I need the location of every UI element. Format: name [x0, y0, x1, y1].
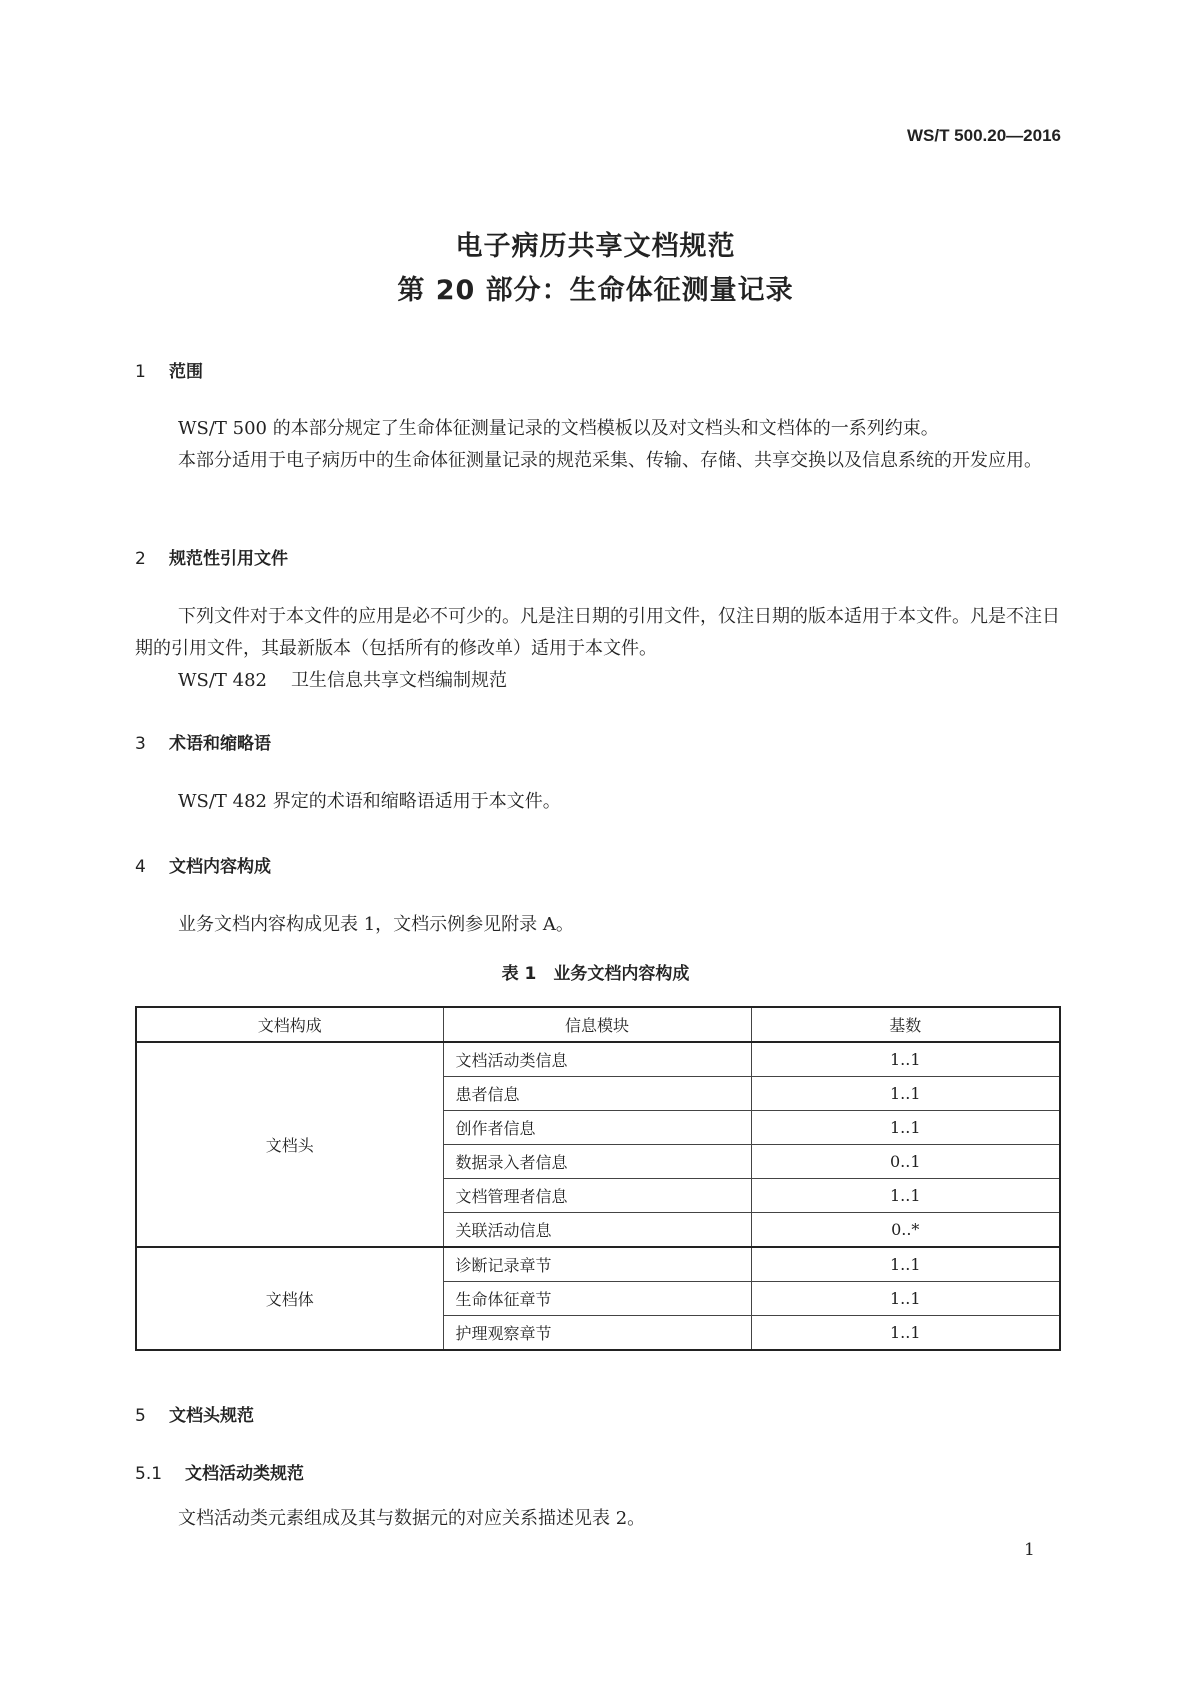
section-title: 文档活动类规范	[185, 1464, 304, 1484]
section-1-body	[135, 413, 1061, 477]
cardinality-cell: 1..1	[751, 1179, 1060, 1213]
cardinality-cell: 0..*	[751, 1213, 1060, 1248]
section-title: 术语和缩略语	[169, 734, 271, 754]
section-1-heading	[135, 357, 203, 382]
cardinality-cell: 1..1	[751, 1316, 1060, 1351]
section-5-heading	[135, 1401, 254, 1426]
module-cell: 生命体征章节	[443, 1282, 751, 1316]
cardinality-cell: 1..1	[751, 1247, 1060, 1282]
table-row	[136, 1042, 1060, 1077]
reference-code: WS/T 482	[178, 670, 267, 691]
section-title: 文档内容构成	[169, 857, 271, 877]
paragraph: 文档活动类元素组成及其与数据元的对应关系描述见表 2。	[178, 1508, 646, 1529]
column-header: 文档构成	[136, 1007, 443, 1042]
table-row	[136, 1247, 1060, 1282]
section-title: 范围	[169, 362, 203, 382]
module-cell: 文档管理者信息	[443, 1179, 751, 1213]
paragraph: WS/T 500 的本部分规定了生命体征测量记录的文档模板以及对文档头和文档体的一系列约束。	[178, 418, 939, 439]
paragraph: 下列文件对于本文件的应用是必不可少的。凡是注日期的引用文件，仅注日期的版本适用于本文件。凡是不注日期的引用文件，其最新版本（包括所有的修改单）适用于本文件。	[135, 606, 1060, 659]
table-caption: 表 1 业务文档内容构成	[501, 964, 690, 984]
module-cell: 文档活动类信息	[443, 1042, 751, 1077]
cardinality-cell: 1..1	[751, 1077, 1060, 1111]
table-header-row	[136, 1007, 1060, 1042]
document-subtitle: 第 20 部分：生命体征测量记录	[397, 275, 794, 306]
section-2-heading	[135, 544, 288, 569]
section-2-body	[135, 601, 1061, 697]
cardinality-cell: 1..1	[751, 1042, 1060, 1077]
module-cell: 数据录入者信息	[443, 1145, 751, 1179]
paragraph: 本部分适用于电子病历中的生命体征测量记录的规范采集、传输、存储、共享交换以及信息系统的开发应用。	[178, 450, 1042, 471]
cardinality-cell: 0..1	[751, 1145, 1060, 1179]
section-title: 规范性引用文件	[169, 549, 288, 569]
module-cell: 诊断记录章节	[443, 1247, 751, 1282]
section-4-heading	[135, 852, 271, 877]
group-cell: 文档体	[136, 1247, 443, 1350]
content-structure-table	[135, 1006, 1061, 1351]
page-number: 1	[1024, 1540, 1035, 1560]
section-3-heading	[135, 729, 271, 754]
section-number: 5	[135, 1406, 146, 1426]
paragraph: 业务文档内容构成见表 1，文档示例参见附录 A。	[178, 914, 574, 935]
group-cell: 文档头	[136, 1042, 443, 1247]
section-number: 5.1	[135, 1464, 163, 1484]
module-cell: 护理观察章节	[443, 1316, 751, 1351]
column-header: 信息模块	[443, 1007, 751, 1042]
module-cell: 关联活动信息	[443, 1213, 751, 1248]
section-title: 文档头规范	[169, 1406, 254, 1426]
module-cell: 患者信息	[443, 1077, 751, 1111]
section-5-1-heading	[135, 1459, 304, 1484]
cardinality-cell: 1..1	[751, 1111, 1060, 1145]
section-number: 1	[135, 362, 146, 382]
standard-code: WS/T 500.20—2016	[906, 126, 1061, 145]
module-cell: 创作者信息	[443, 1111, 751, 1145]
cardinality-cell: 1..1	[751, 1282, 1060, 1316]
section-number: 3	[135, 734, 146, 754]
reference-title: 卫生信息共享文档编制规范	[290, 670, 507, 691]
paragraph: WS/T 482 界定的术语和缩略语适用于本文件。	[178, 791, 561, 812]
normative-reference	[135, 665, 1061, 697]
section-number: 2	[135, 549, 146, 569]
document-title: 电子病历共享文档规范	[455, 231, 736, 262]
column-header: 基数	[751, 1007, 1060, 1042]
section-number: 4	[135, 857, 146, 877]
